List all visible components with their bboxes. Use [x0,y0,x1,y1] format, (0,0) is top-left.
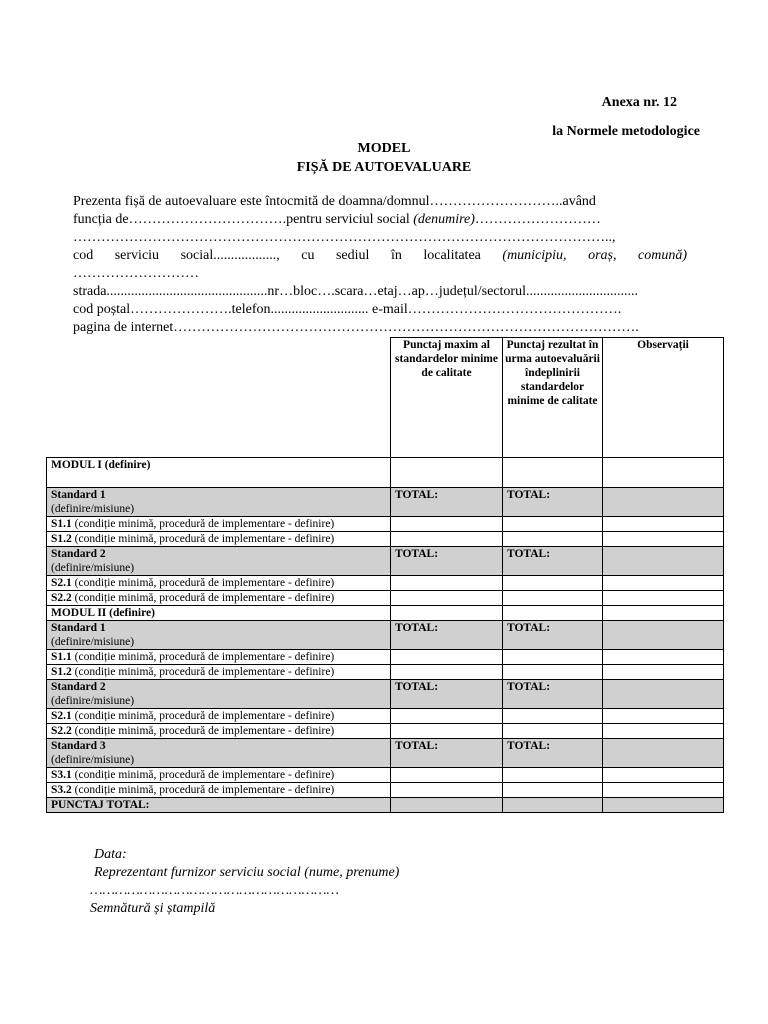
condition-row: S1.2 (condiție minimă, procedură de implementare - definire) [47,532,724,547]
model-label: MODEL [357,141,411,156]
standard-row: Standard 2 (definire/misiune) TOTAL: TOTAL: [47,680,724,709]
condition-row: S2.2 (condiție minimă, procedură de implementare - definire) [47,724,724,739]
intro-line: ……………………… [73,266,199,281]
standard-row: Standard 3 (definire/misiune) TOTAL: TOTAL: [47,739,724,768]
condition-row: S1.1 (condiție minimă, procedură de implementare - definire) [47,517,724,532]
modul-title: MODUL II (definire) [47,606,391,621]
signature-dots: …………………………………………………… [90,883,339,898]
standard-cell: Standard 1 (definire/misiune) [47,621,391,650]
condition-row: S2.1 (condiție minimă, procedură de implementare - definire) [47,576,724,591]
header-blank-cell [47,338,391,458]
intro-line: pagina de internet………………………………………………………………………………………. [73,320,639,335]
intro-line-justified: cod serviciu social.................., cu sediul în localitatea (municipiu, oraș, comună) [73,248,687,263]
intro-paragraph [73,193,687,337]
condition-row: S3.1 (condiție minimă, procedură de implementare - definire) [47,768,724,783]
condition-row: S1.2 (condiție minimă, procedură de implementare - definire) [47,665,724,680]
standard-cell: Standard 1 (definire/misiune) [47,488,391,517]
standard-cell: Standard 2 (definire/misiune) [47,547,391,576]
modul-row [47,606,724,621]
intro-line: funcția de…………………………….pentru serviciul social (denumire)……………………… [73,212,601,227]
header-punctaj-rezultat: Punctaj rezultat în urma autoevaluării îndeplinirii standardelor minime de calitate [503,338,603,458]
condition-row: S1.1 (condiție minimă, procedură de implementare - definire) [47,650,724,665]
signature-block [90,846,399,918]
condition-row: S2.2 (condiție minimă, procedură de implementare - definire) [47,591,724,606]
intro-line: …………………………………………………………………………………………………….., [73,230,616,245]
modul-row [47,458,724,488]
condition-row: S2.1 (condiție minimă, procedură de implementare - definire) [47,709,724,724]
standard-cell: Standard 2 (definire/misiune) [47,680,391,709]
evaluation-table [46,337,724,813]
condition-row: S3.2 (condiție minimă, procedură de implementare - definire) [47,783,724,798]
header-punctaj-maxim: Punctaj maxim al standardelor minime de calitate [391,338,503,458]
modul-title: MODUL I (definire) [47,458,391,488]
representative-label: Reprezentant furnizor serviciu social (nume, prenume) [94,865,400,880]
punctaj-total-label: PUNCTAJ TOTAL: [47,798,391,813]
intro-line: Prezenta fișă de autoevaluare este întocmită de doamna/domnul………………………..având [73,194,596,209]
annex-reference: la Normele metodologice [552,124,700,139]
date-label: Data: [94,847,127,862]
intro-line: cod poștal………………….telefon............................ e-mail………………………………………. [73,302,622,317]
standard-cell: Standard 3 (definire/misiune) [47,739,391,768]
page-title: FIȘĂ DE AUTOEVALUARE [296,160,472,175]
standard-row: Standard 1 (definire/misiune) TOTAL: TOTAL: [47,488,724,517]
standard-row: Standard 1 (definire/misiune) TOTAL: TOTAL: [47,621,724,650]
signature-stamp-label: Semnătură și ștampilă [90,901,216,916]
standard-row: Standard 2 (definire/misiune) TOTAL: TOTAL: [47,547,724,576]
intro-line: strada..............................................nr…bloc….scara…etaj…ap…județul/sectorul................................ [73,284,638,299]
annex-number: Anexa nr. 12 [601,95,677,110]
table-header-row [47,338,724,458]
total-row [47,798,724,813]
header-observatii: Observații [603,338,724,458]
